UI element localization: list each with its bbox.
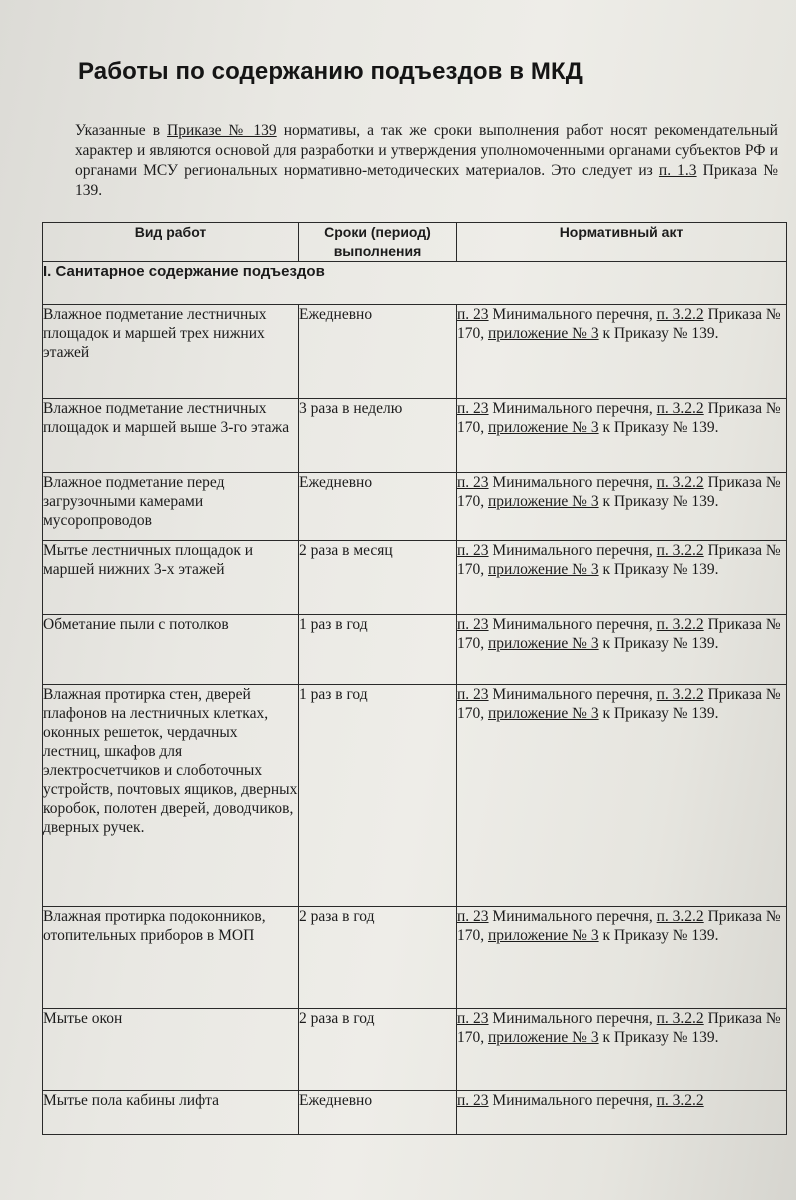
- act-text: Минимального перечня,: [488, 542, 657, 559]
- act-text: Приказа № 170,: [457, 542, 781, 578]
- norms-table: [42, 222, 787, 1135]
- act-text: Минимального перечня,: [488, 1010, 657, 1027]
- act-link-min-list[interactable]: п. 23: [457, 1092, 489, 1109]
- act-text: к Приказу № 139.: [598, 705, 719, 722]
- period-cell: Ежедневно: [299, 473, 457, 541]
- act-text: к Приказу № 139.: [598, 927, 719, 944]
- act-link-min-list[interactable]: п. 23: [457, 1010, 489, 1027]
- period-cell: Ежедневно: [299, 1091, 457, 1135]
- intro-link-clause[interactable]: п. 1.3: [658, 162, 697, 179]
- act-text: к Приказу № 139.: [598, 1029, 719, 1046]
- act-link-order-170[interactable]: п. 3.2.2: [656, 306, 704, 323]
- normative-act-cell: [457, 473, 787, 541]
- act-text: к Приказу № 139.: [598, 493, 719, 510]
- period-cell: Ежедневно: [299, 305, 457, 399]
- normative-act-cell: [457, 399, 787, 473]
- act-link-appendix[interactable]: приложение № 3: [488, 493, 599, 510]
- act-link-appendix[interactable]: приложение № 3: [488, 635, 599, 652]
- work-type-cell: Влажная протирка стен, дверей плафонов на лестничных клетках, оконных решеток, чердачных лестниц, шкафов для электросчетчиков и слоботочных устройств, почтовых ящиков, дверных коробок, полотен дверей, доводчиков, дверных ручек.: [43, 685, 299, 907]
- table-row: [43, 1091, 787, 1135]
- act-text: Приказа № 170,: [457, 908, 781, 944]
- work-type-cell: Влажное подметание лестничных площадок и маршей выше 3-го этажа: [43, 399, 299, 473]
- page-title: Работы по содержанию подъездов в МКД: [78, 58, 583, 85]
- act-text: Минимального перечня,: [488, 1092, 657, 1109]
- work-type-cell: Влажная протирка подоконников, отопительных приборов в МОП: [43, 907, 299, 1009]
- normative-act-cell: [457, 541, 787, 615]
- act-text: к Приказу № 139.: [598, 635, 719, 652]
- intro-paragraph: [75, 121, 778, 201]
- act-link-appendix[interactable]: приложение № 3: [488, 927, 599, 944]
- act-link-order-170[interactable]: п. 3.2.2: [656, 1010, 704, 1027]
- act-text: Приказа № 170,: [457, 306, 781, 342]
- normative-act-cell: [457, 685, 787, 907]
- header-work-type: Вид работ: [43, 223, 299, 262]
- header-period: Сроки (период) выполнения: [299, 223, 457, 262]
- intro-text-1: Указанные в: [75, 122, 168, 139]
- normative-act-cell: [457, 1009, 787, 1091]
- table-row: [43, 907, 787, 1009]
- normative-act-cell: [457, 1091, 787, 1135]
- act-text: Приказа № 170,: [457, 474, 781, 510]
- table-row: [43, 473, 787, 541]
- act-text: к Приказу № 139.: [598, 419, 719, 436]
- act-text: Приказа № 170,: [457, 1010, 781, 1046]
- act-link-appendix[interactable]: приложение № 3: [488, 1029, 599, 1046]
- period-cell: 1 раз в год: [299, 615, 457, 685]
- act-link-order-170[interactable]: п. 3.2.2: [656, 686, 704, 703]
- act-text: Минимального перечня,: [488, 474, 657, 491]
- act-link-order-170[interactable]: п. 3.2.2: [656, 400, 704, 417]
- table-row: [43, 541, 787, 615]
- act-link-appendix[interactable]: приложение № 3: [488, 419, 599, 436]
- table-row: [43, 615, 787, 685]
- act-text: Минимального перечня,: [488, 616, 657, 633]
- act-link-order-170[interactable]: п. 3.2.2: [656, 1092, 704, 1109]
- work-type-cell: Мытье лестничных площадок и маршей нижних 3-х этажей: [43, 541, 299, 615]
- act-link-appendix[interactable]: приложение № 3: [488, 561, 599, 578]
- table-row: [43, 399, 787, 473]
- act-link-appendix[interactable]: приложение № 3: [488, 325, 599, 342]
- act-link-min-list[interactable]: п. 23: [457, 400, 489, 417]
- act-text: Минимального перечня,: [488, 908, 657, 925]
- act-text: Минимального перечня,: [488, 306, 657, 323]
- section-row: [43, 262, 787, 305]
- act-link-order-170[interactable]: п. 3.2.2: [656, 616, 704, 633]
- act-link-appendix[interactable]: приложение № 3: [488, 705, 599, 722]
- work-type-cell: Влажное подметание лестничных площадок и маршей трех нижних этажей: [43, 305, 299, 399]
- table-row: [43, 305, 787, 399]
- act-link-min-list[interactable]: п. 23: [457, 616, 489, 633]
- act-link-order-170[interactable]: п. 3.2.2: [656, 542, 704, 559]
- act-link-order-170[interactable]: п. 3.2.2: [656, 908, 704, 925]
- act-link-order-170[interactable]: п. 3.2.2: [656, 474, 704, 491]
- act-text: Приказа № 170,: [457, 616, 781, 652]
- act-link-min-list[interactable]: п. 23: [457, 474, 489, 491]
- act-text: Минимального перечня,: [488, 686, 657, 703]
- act-text: к Приказу № 139.: [598, 325, 719, 342]
- period-cell: 1 раз в год: [299, 685, 457, 907]
- act-text: Приказа № 170,: [457, 686, 781, 722]
- normative-act-cell: [457, 907, 787, 1009]
- intro-text-2: нормативы, а так же сроки выполнения работ носят рекомендательный характер и являются основой для разработки и утверждения уполномоченными органами субъектов РФ и органами МСУ региональных нормативно-методических материалов. Это следует из: [75, 122, 778, 179]
- act-text: Приказа № 170,: [457, 400, 781, 436]
- act-link-min-list[interactable]: п. 23: [457, 306, 489, 323]
- normative-act-cell: [457, 305, 787, 399]
- header-normative-act: Нормативный акт: [457, 223, 787, 262]
- section-title: I. Санитарное содержание подъездов: [43, 262, 787, 305]
- table-header-row: [43, 223, 787, 262]
- table-row: [43, 685, 787, 907]
- work-type-cell: Обметание пыли с потолков: [43, 615, 299, 685]
- table-row: [43, 1009, 787, 1091]
- act-link-min-list[interactable]: п. 23: [457, 908, 489, 925]
- period-cell: 2 раза в год: [299, 1009, 457, 1091]
- intro-text-3: Приказа № 139.: [75, 162, 778, 199]
- act-link-min-list[interactable]: п. 23: [457, 686, 489, 703]
- work-type-cell: Мытье окон: [43, 1009, 299, 1091]
- act-link-min-list[interactable]: п. 23: [457, 542, 489, 559]
- act-text: к Приказу № 139.: [598, 561, 719, 578]
- period-cell: 3 раза в неделю: [299, 399, 457, 473]
- intro-link-order[interactable]: Приказе № 139: [167, 122, 277, 139]
- normative-act-cell: [457, 615, 787, 685]
- period-cell: 2 раза в месяц: [299, 541, 457, 615]
- work-type-cell: Влажное подметание перед загрузочными камерами мусоропроводов: [43, 473, 299, 541]
- act-text: Минимального перечня,: [488, 400, 657, 417]
- period-cell: 2 раза в год: [299, 907, 457, 1009]
- work-type-cell: Мытье пола кабины лифта: [43, 1091, 299, 1135]
